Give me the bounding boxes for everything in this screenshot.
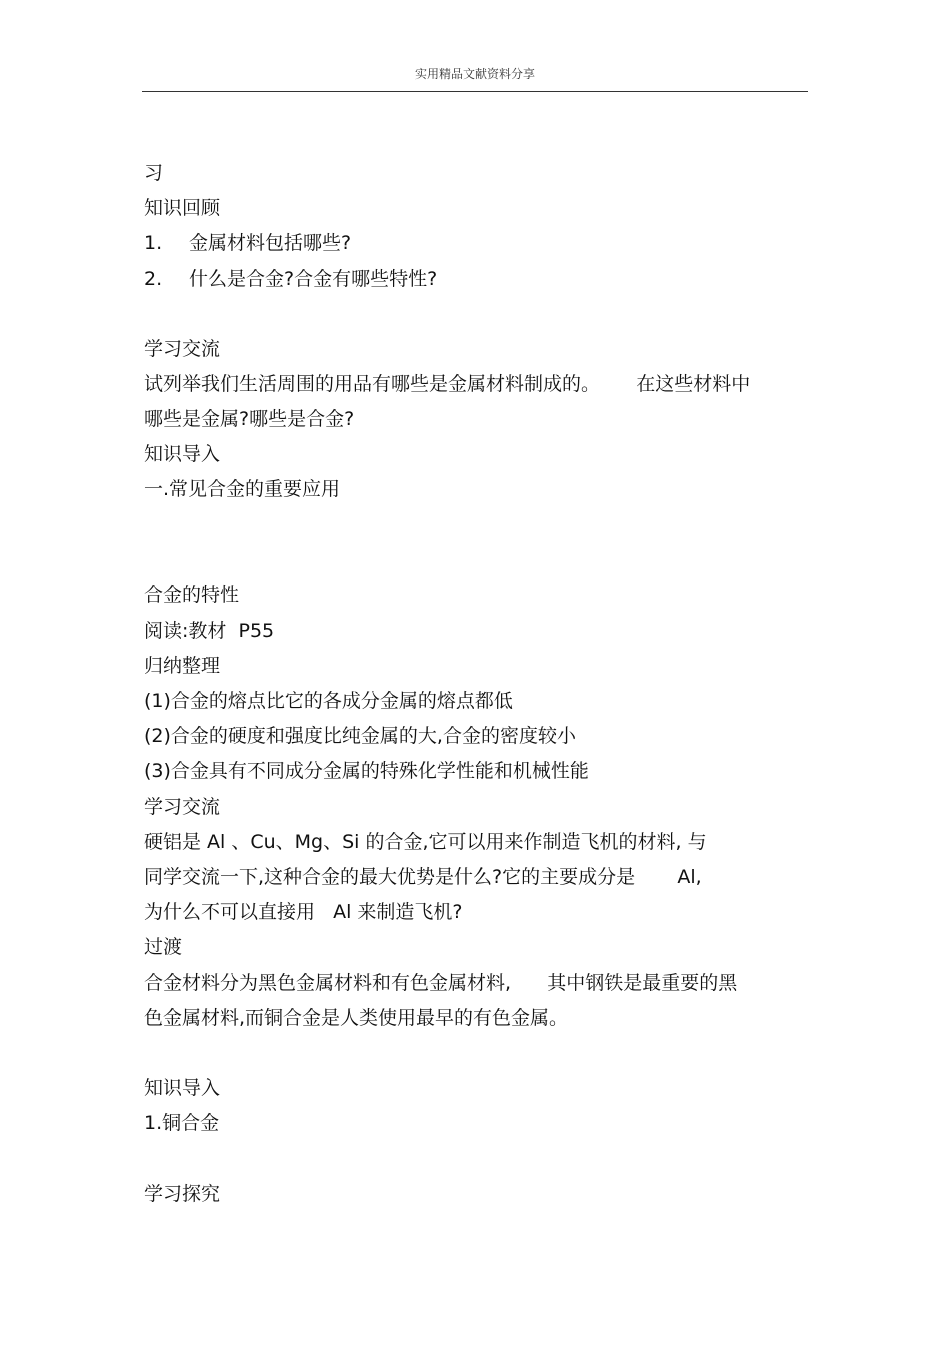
section-heading-transition: 过渡	[144, 936, 183, 958]
paragraph-line: 试列举我们生活周围的用品有哪些是金属材料制成的。 在这些材料中	[144, 373, 751, 395]
section-heading-summary: 归纳整理	[144, 655, 221, 677]
paragraph-line: 为什么不可以直接用 Al 来制造飞机?	[144, 901, 463, 923]
list-number: 1.	[144, 232, 163, 254]
paragraph-line: 合金材料分为黑色金属材料和有色金属材料, 其中钢铁是最重要的黑	[144, 972, 738, 994]
paragraph-line: 哪些是金属?哪些是合金?	[144, 408, 355, 430]
section-heading-intro: 知识导入	[144, 1077, 221, 1099]
text-line-xi: 习	[144, 162, 164, 184]
paragraph-line: 色金属材料,而铜合金是人类使用最早的有色金属。	[144, 1007, 569, 1029]
section-heading-exchange: 学习交流	[144, 796, 221, 818]
summary-item-2: (2)合金的硬度和强度比纯金属的大,合金的密度较小	[144, 725, 576, 747]
section-heading-review: 知识回顾	[144, 197, 221, 219]
subsection-heading: 1.铜合金	[144, 1112, 220, 1134]
reading-reference: 阅读:教材 P55	[144, 620, 275, 642]
paragraph-line: 同学交流一下,这种合金的最大优势是什么?它的主要成分是 Al,	[144, 866, 702, 888]
section-heading-explore: 学习探究	[144, 1183, 221, 1205]
page-header	[142, 66, 808, 92]
section-heading-intro: 知识导入	[144, 443, 221, 465]
list-item-text: 金属材料包括哪些?	[189, 232, 352, 254]
list-item-2	[144, 267, 437, 291]
section-heading-properties: 合金的特性	[144, 584, 240, 606]
summary-item-3: (3)合金具有不同成分金属的特殊化学性能和机械性能	[144, 760, 589, 782]
list-number: 2.	[144, 268, 163, 290]
section-heading-exchange: 学习交流	[144, 338, 221, 360]
list-item-1	[144, 231, 351, 255]
summary-item-1: (1)合金的熔点比它的各成分金属的熔点都低	[144, 690, 513, 712]
header-title: 实用精品文献资料分享	[414, 67, 535, 81]
list-item-text: 什么是合金?合金有哪些特性?	[189, 268, 438, 290]
subsection-heading: 一.常见合金的重要应用	[144, 478, 341, 500]
paragraph-line: 硬铝是 Al 、Cu、Mg、Si 的合金,它可以用来作制造飞机的材料, 与	[144, 831, 707, 853]
